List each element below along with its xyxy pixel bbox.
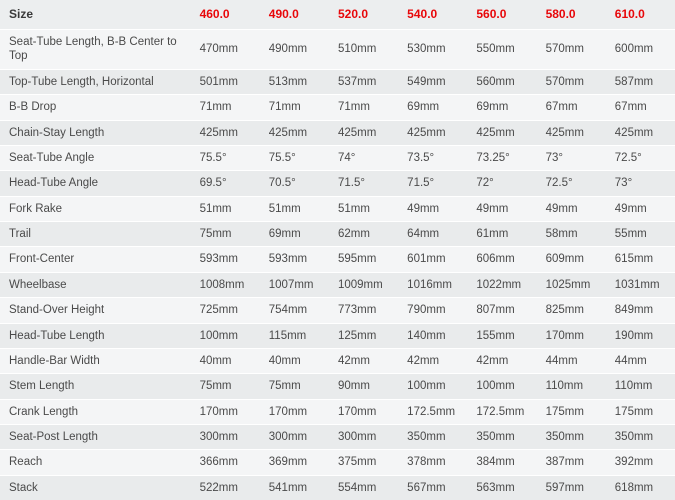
cell-value: 44mm <box>606 348 675 373</box>
table-row <box>0 399 675 424</box>
row-label: Seat-Tube Angle <box>0 145 191 170</box>
row-label: Head-Tube Length <box>0 323 191 348</box>
cell-value: 1031mm <box>606 272 675 297</box>
cell-value: 71mm <box>191 95 260 120</box>
cell-value: 42mm <box>398 348 467 373</box>
cell-value: 300mm <box>329 425 398 450</box>
cell-value: 773mm <box>329 298 398 323</box>
cell-value: 49mm <box>537 196 606 221</box>
cell-value: 64mm <box>398 222 467 247</box>
cell-value: 425mm <box>398 120 467 145</box>
cell-value: 392mm <box>606 450 675 475</box>
cell-value: 73.25° <box>467 145 536 170</box>
cell-value: 366mm <box>191 450 260 475</box>
table-row <box>0 450 675 475</box>
row-label: Stand-Over Height <box>0 298 191 323</box>
row-label: Trail <box>0 222 191 247</box>
cell-value: 55mm <box>606 222 675 247</box>
cell-value: 58mm <box>537 222 606 247</box>
cell-value: 115mm <box>260 323 329 348</box>
row-label: Stem Length <box>0 374 191 399</box>
cell-value: 100mm <box>398 374 467 399</box>
cell-value: 587mm <box>606 69 675 94</box>
cell-value: 190mm <box>606 323 675 348</box>
cell-value: 554mm <box>329 475 398 500</box>
cell-value: 563mm <box>467 475 536 500</box>
cell-value: 72.5° <box>606 145 675 170</box>
cell-value: 597mm <box>537 475 606 500</box>
cell-value: 490mm <box>260 30 329 70</box>
cell-value: 369mm <box>260 450 329 475</box>
row-label: Crank Length <box>0 399 191 424</box>
cell-value: 75mm <box>260 374 329 399</box>
cell-value: 300mm <box>260 425 329 450</box>
table-row <box>0 120 675 145</box>
cell-value: 51mm <box>329 196 398 221</box>
cell-value: 49mm <box>398 196 467 221</box>
table-row <box>0 247 675 272</box>
header-size-label: Size <box>0 0 191 30</box>
row-label: Stack <box>0 475 191 500</box>
cell-value: 74° <box>329 145 398 170</box>
cell-value: 75mm <box>191 374 260 399</box>
cell-value: 155mm <box>467 323 536 348</box>
cell-value: 73° <box>537 145 606 170</box>
cell-value: 1007mm <box>260 272 329 297</box>
row-label: Head-Tube Angle <box>0 171 191 196</box>
cell-value: 170mm <box>191 399 260 424</box>
cell-value: 69mm <box>467 95 536 120</box>
cell-value: 90mm <box>329 374 398 399</box>
cell-value: 49mm <box>606 196 675 221</box>
cell-value: 725mm <box>191 298 260 323</box>
cell-value: 425mm <box>191 120 260 145</box>
header-size-2: 520.0 <box>329 0 398 30</box>
cell-value: 75.5° <box>260 145 329 170</box>
cell-value: 170mm <box>260 399 329 424</box>
cell-value: 40mm <box>260 348 329 373</box>
cell-value: 425mm <box>606 120 675 145</box>
cell-value: 522mm <box>191 475 260 500</box>
table-row <box>0 145 675 170</box>
table-row <box>0 374 675 399</box>
cell-value: 567mm <box>398 475 467 500</box>
cell-value: 425mm <box>467 120 536 145</box>
cell-value: 530mm <box>398 30 467 70</box>
table-row <box>0 95 675 120</box>
cell-value: 110mm <box>606 374 675 399</box>
cell-value: 72.5° <box>537 171 606 196</box>
cell-value: 172.5mm <box>467 399 536 424</box>
row-label: Top-Tube Length, Horizontal <box>0 69 191 94</box>
cell-value: 350mm <box>467 425 536 450</box>
cell-value: 790mm <box>398 298 467 323</box>
cell-value: 378mm <box>398 450 467 475</box>
cell-value: 73.5° <box>398 145 467 170</box>
cell-value: 42mm <box>467 348 536 373</box>
cell-value: 75mm <box>191 222 260 247</box>
cell-value: 140mm <box>398 323 467 348</box>
cell-value: 75.5° <box>191 145 260 170</box>
cell-value: 549mm <box>398 69 467 94</box>
row-label: Reach <box>0 450 191 475</box>
cell-value: 175mm <box>606 399 675 424</box>
cell-value: 73° <box>606 171 675 196</box>
header-size-4: 560.0 <box>467 0 536 30</box>
header-row <box>0 0 675 30</box>
cell-value: 51mm <box>191 196 260 221</box>
cell-value: 51mm <box>260 196 329 221</box>
table-row <box>0 425 675 450</box>
cell-value: 618mm <box>606 475 675 500</box>
cell-value: 387mm <box>537 450 606 475</box>
cell-value: 49mm <box>467 196 536 221</box>
cell-value: 69mm <box>260 222 329 247</box>
cell-value: 100mm <box>191 323 260 348</box>
table-row <box>0 348 675 373</box>
cell-value: 595mm <box>329 247 398 272</box>
cell-value: 100mm <box>467 374 536 399</box>
cell-value: 350mm <box>606 425 675 450</box>
cell-value: 350mm <box>537 425 606 450</box>
cell-value: 510mm <box>329 30 398 70</box>
cell-value: 384mm <box>467 450 536 475</box>
cell-value: 470mm <box>191 30 260 70</box>
cell-value: 541mm <box>260 475 329 500</box>
row-label: Chain-Stay Length <box>0 120 191 145</box>
cell-value: 61mm <box>467 222 536 247</box>
cell-value: 71.5° <box>398 171 467 196</box>
cell-value: 425mm <box>260 120 329 145</box>
cell-value: 72° <box>467 171 536 196</box>
table-row <box>0 298 675 323</box>
cell-value: 615mm <box>606 247 675 272</box>
cell-value: 560mm <box>467 69 536 94</box>
row-label: Seat-Post Length <box>0 425 191 450</box>
cell-value: 1016mm <box>398 272 467 297</box>
table-row <box>0 69 675 94</box>
cell-value: 70.5° <box>260 171 329 196</box>
cell-value: 825mm <box>537 298 606 323</box>
cell-value: 71mm <box>260 95 329 120</box>
cell-value: 600mm <box>606 30 675 70</box>
cell-value: 110mm <box>537 374 606 399</box>
cell-value: 425mm <box>537 120 606 145</box>
row-label: Seat-Tube Length, B-B Center to Top <box>0 30 191 70</box>
cell-value: 125mm <box>329 323 398 348</box>
cell-value: 350mm <box>398 425 467 450</box>
header-size-6: 610.0 <box>606 0 675 30</box>
cell-value: 425mm <box>329 120 398 145</box>
cell-value: 71.5° <box>329 171 398 196</box>
header-size-3: 540.0 <box>398 0 467 30</box>
row-label: Wheelbase <box>0 272 191 297</box>
cell-value: 609mm <box>537 247 606 272</box>
cell-value: 593mm <box>260 247 329 272</box>
cell-value: 69.5° <box>191 171 260 196</box>
cell-value: 1008mm <box>191 272 260 297</box>
header-size-1: 490.0 <box>260 0 329 30</box>
cell-value: 593mm <box>191 247 260 272</box>
cell-value: 1022mm <box>467 272 536 297</box>
cell-value: 67mm <box>606 95 675 120</box>
cell-value: 44mm <box>537 348 606 373</box>
cell-value: 849mm <box>606 298 675 323</box>
table-row <box>0 30 675 70</box>
row-label: Handle-Bar Width <box>0 348 191 373</box>
table-header <box>0 0 675 30</box>
cell-value: 1009mm <box>329 272 398 297</box>
cell-value: 550mm <box>467 30 536 70</box>
cell-value: 537mm <box>329 69 398 94</box>
cell-value: 606mm <box>467 247 536 272</box>
table-row <box>0 475 675 500</box>
cell-value: 754mm <box>260 298 329 323</box>
cell-value: 71mm <box>329 95 398 120</box>
cell-value: 375mm <box>329 450 398 475</box>
row-label: Front-Center <box>0 247 191 272</box>
row-label: Fork Rake <box>0 196 191 221</box>
cell-value: 570mm <box>537 69 606 94</box>
cell-value: 40mm <box>191 348 260 373</box>
cell-value: 62mm <box>329 222 398 247</box>
table-row <box>0 323 675 348</box>
cell-value: 172.5mm <box>398 399 467 424</box>
cell-value: 170mm <box>537 323 606 348</box>
cell-value: 67mm <box>537 95 606 120</box>
table-row <box>0 196 675 221</box>
cell-value: 1025mm <box>537 272 606 297</box>
header-size-0: 460.0 <box>191 0 260 30</box>
cell-value: 501mm <box>191 69 260 94</box>
table-row <box>0 222 675 247</box>
cell-value: 513mm <box>260 69 329 94</box>
cell-value: 570mm <box>537 30 606 70</box>
table-body <box>0 30 675 500</box>
row-label: B-B Drop <box>0 95 191 120</box>
cell-value: 69mm <box>398 95 467 120</box>
cell-value: 175mm <box>537 399 606 424</box>
cell-value: 601mm <box>398 247 467 272</box>
header-size-5: 580.0 <box>537 0 606 30</box>
cell-value: 807mm <box>467 298 536 323</box>
cell-value: 170mm <box>329 399 398 424</box>
cell-value: 42mm <box>329 348 398 373</box>
cell-value: 300mm <box>191 425 260 450</box>
table-row <box>0 171 675 196</box>
table-row <box>0 272 675 297</box>
